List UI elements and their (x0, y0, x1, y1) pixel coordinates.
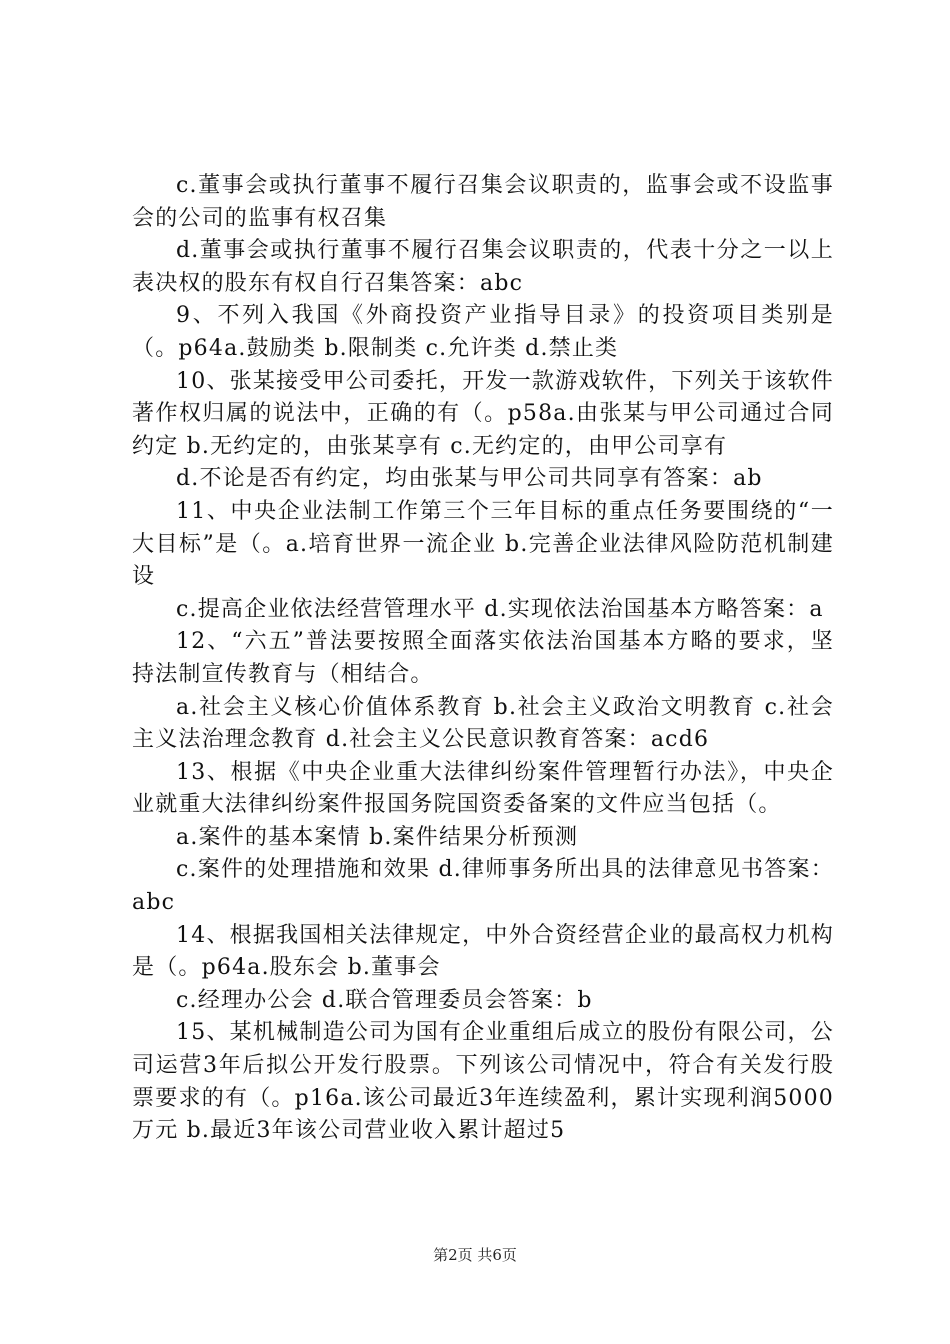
question-14: 14、根据我国相关法律规定，中外合资经营企业的最高权力机构是（。p64a.股东会 b.董事会 (132, 922, 834, 981)
question-12: 12、“六五”普法要按照全面落实依法治国基本方略的要求，坚持法制宣传教育与（相结合。 (132, 629, 834, 687)
paragraph-option-d-answer: d.董事会或执行董事不履行召集会议职责的，代表十分之一以上表决权的股东有权自行召集答案：abc (132, 238, 834, 296)
question-13: 13、根据《中央企业重大法律纠纷案件管理暂行办法》，中央企业就重大法律纠纷案件报国务院国资委备案的文件应当包括（。 (132, 759, 834, 818)
paragraph-option-c: c.董事会或执行董事不履行召集会议职责的，监事会或不设监事会的公司的监事有权召集 (132, 173, 834, 231)
question-13-options-ab: a.案件的基本案情 b.案件结果分析预测 (176, 824, 579, 850)
question-14-options-answer: c.经理办公会 d.联合管理委员会答案：b (176, 987, 593, 1013)
question-11-options-answer: c.提高企业依法经营管理水平 d.实现依法治国基本方略答案：a (176, 596, 824, 622)
page-number-footer: 第2页 共6页 (433, 1246, 517, 1264)
question-11: 11、中央企业法制工作第三个三年目标的重点任务要围绕的“一大目标”是（。a.培育世界一流企业 b.完善企业法律风险防范机制建设 (132, 498, 834, 590)
question-12-options-answer: a.社会主义核心价值体系教育 b.社会主义政治文明教育 c.社会主义法治理念教育 d.社会主义公民意识教育答案：acd6 (132, 694, 834, 753)
question-15: 15、某机械制造公司为国有企业重组后成立的股份有限公司，公司运营3年后拟公开发行股票。下列该公司情况中，符合有关发行股票要求的有（。p16a.该公司最近3年连续盈利，累计实现利润5000万元 b.最近3年该公司营业收入累计超过5 (132, 1020, 834, 1144)
question-10-option-d-answer: d.不论是否有约定，均由张某与甲公司共同享有答案：ab (176, 466, 763, 492)
document-body (132, 170, 834, 1148)
question-9: 9、不列入我国《外商投资产业指导目录》的投资项目类别是（。p64a.鼓励类 b.限制类 c.允许类 d.禁止类 (132, 303, 834, 361)
question-10: 10、张某接受甲公司委托，开发一款游戏软件，下列关于该软件著作权归属的说法中，正确的有（。p58a.由张某与甲公司通过合同约定 b.无约定的，由张某享有 c.无约定的，由甲公司享有 (132, 368, 834, 459)
question-13-options-cd-answer: c.案件的处理措施和效果 d.律师事务所出具的法律意见书答案：abc (132, 857, 834, 916)
